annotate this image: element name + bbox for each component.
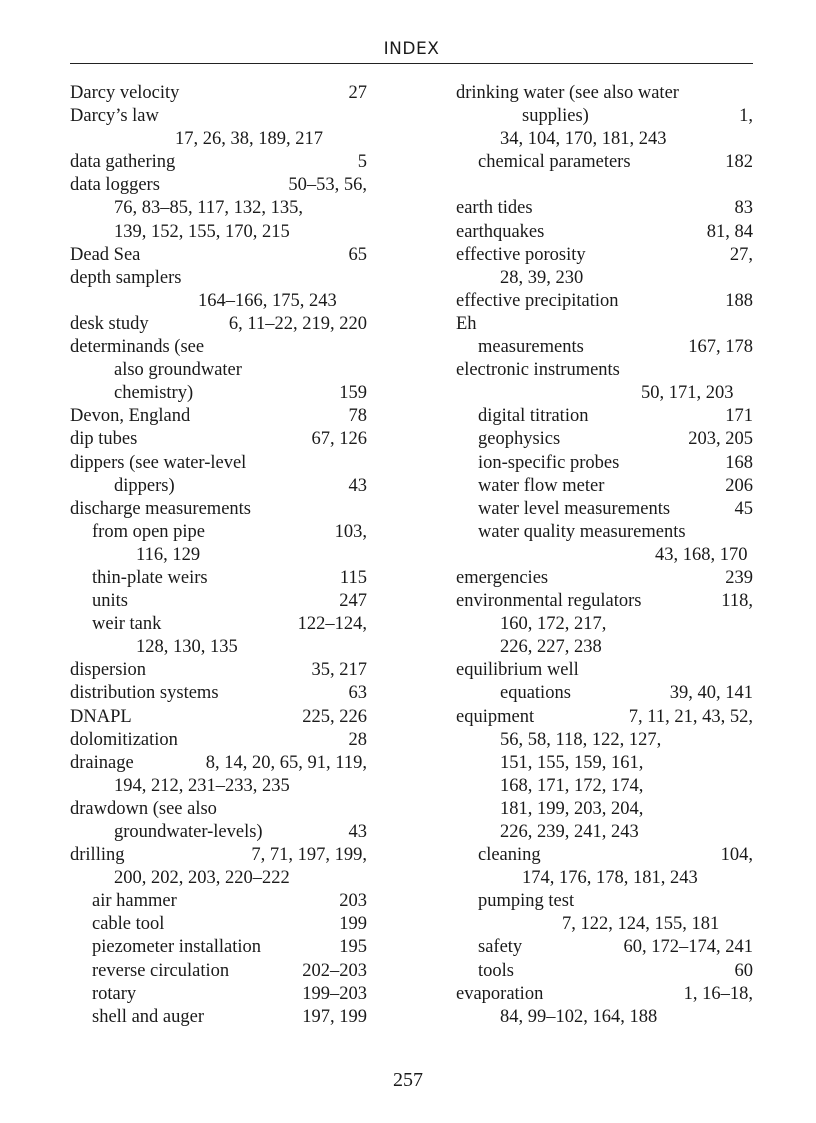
index-term: environmental regulators [456,591,642,612]
index-entry [70,128,367,151]
index-term: 7, 122, 124, 155, 181 [562,914,720,935]
index-pages: 60, 172–174, 241 [623,937,753,958]
index-pages: 199 [339,914,367,935]
index-entry [70,336,367,359]
index-entry [70,706,367,729]
index-term: shell and auger [92,1006,204,1027]
index-entry [70,267,367,290]
index-entry [456,936,753,959]
index-entry [456,682,753,705]
index-pages: 67, 126 [311,429,367,450]
index-term: dolomitization [70,729,178,750]
index-term: effective porosity [456,244,586,265]
index-entry [70,821,367,844]
index-entry [70,798,367,821]
index-term: units [92,591,128,612]
index-term: supplies) [522,106,589,127]
index-entry [70,290,367,313]
index-term: 200, 202, 203, 220–222 [114,868,290,889]
index-pages: 1, [739,106,753,127]
index-entry [456,729,753,752]
index-term: distribution systems [70,683,219,704]
index-entry [70,221,367,244]
index-entry [70,960,367,983]
index-entry [70,936,367,959]
index-term: drainage [70,752,134,773]
index-term: emergencies [456,567,549,588]
index-term: also groundwater [114,360,242,381]
index-entry [70,659,367,682]
index-entry [456,821,753,844]
index-term: dispersion [70,660,147,681]
index-pages: 28 [348,729,367,750]
index-pages: 43 [348,822,367,842]
index-pages: 167, 178 [688,337,753,358]
index-pages: 63 [348,683,367,704]
index-term: 116, 129 [136,544,201,565]
index-entry [70,636,367,659]
index-pages: 203 [339,891,367,912]
index-column-left [70,82,367,1029]
index-entry [70,890,367,913]
index-term: data gathering [70,152,176,173]
index-pages: 225, 226 [302,706,367,727]
index-term: 160, 172, 217, [500,614,607,635]
index-term: earth tides [456,198,533,219]
index-pages: 45 [734,498,753,519]
index-entry [70,174,367,197]
index-pages: 35, 217 [311,660,367,681]
index-term: dip tubes [70,429,138,450]
index-entry [70,244,367,267]
index-term: Darcy velocity [70,83,180,103]
index-term: Darcy’s law [70,106,159,127]
index-term: 56, 58, 118, 122, 127, [500,729,662,750]
index-entry [456,844,753,867]
index-entry [70,752,367,775]
index-pages: 78 [348,406,367,427]
index-term: 151, 155, 159, 161, [500,752,644,773]
index-pages: 115 [339,567,367,588]
index-term: piezometer installation [92,937,262,958]
index-entry [70,1006,367,1029]
index-term: equilibrium well [456,660,579,681]
index-entry [456,452,753,475]
index-entry [70,313,367,336]
index-entry [70,498,367,521]
index-entry [456,867,753,890]
index-term: dippers (see water-level [70,452,247,473]
index-entry [456,613,753,636]
index-entry [70,682,367,705]
index-entry [456,405,753,428]
index-term: determinands (see [70,337,205,358]
index-term: data loggers [70,175,160,196]
index-entry [456,128,753,151]
index-entry [70,729,367,752]
index-term: 50, 171, 203 [641,383,734,404]
index-term: thin-plate weirs [92,567,208,588]
index-entry [456,174,753,197]
index-term: earthquakes [456,221,545,242]
index-entry [456,359,753,382]
index-pages: 5 [357,152,367,173]
index-entry [456,221,753,244]
index-entry [456,798,753,821]
index-pages: 60 [734,960,753,981]
index-pages: 81, 84 [706,221,753,242]
index-pages: 206 [725,475,753,496]
index-term: 194, 212, 231–233, 235 [114,775,290,796]
index-entry [456,890,753,913]
index-entry [456,151,753,174]
index-entry [70,613,367,636]
index-term: tools [478,960,514,981]
index-term: effective precipitation [456,290,619,311]
index-entry [456,913,753,936]
index-entry [70,405,367,428]
index-pages: 6, 11–22, 219, 220 [228,313,367,334]
index-entry [456,290,753,313]
index-pages: 7, 71, 197, 199, [251,845,367,866]
index-pages: 104, [720,845,753,866]
index-pages: 247 [339,591,367,612]
index-entry [70,82,367,105]
index-entry [456,197,753,220]
index-pages: 83 [734,198,753,219]
index-entry [456,267,753,290]
index-pages: 182 [725,152,753,173]
index-term: evaporation [456,983,544,1004]
index-entry [456,105,753,128]
index-term: safety [478,937,523,958]
running-header: INDEX [383,39,440,59]
index-term: 174, 176, 178, 181, 243 [522,868,698,889]
index-entry [456,336,753,359]
index-entry [456,1006,753,1029]
index-entry [70,544,367,567]
index-entry [456,636,753,659]
index-term: water flow meter [478,475,605,496]
index-term: chemical parameters [478,152,631,173]
index-entry [70,475,367,498]
index-term: 76, 83–85, 117, 132, 135, [114,198,303,219]
index-term: pumping test [478,891,575,912]
index-pages: 239 [725,567,753,588]
index-entry [456,960,753,983]
index-pages: 39, 40, 141 [669,683,753,704]
index-pages: 1, 16–18, [683,983,753,1004]
index-entry [70,983,367,1006]
index-pages: 27, [729,244,753,265]
index-entry [70,197,367,220]
index-entry [70,867,367,890]
index-entry [70,359,367,382]
index-entry [456,313,753,336]
index-pages: 159 [339,383,367,404]
index-term: 84, 99–102, 164, 188 [500,1006,658,1027]
index-entry [70,590,367,613]
index-term: 28, 39, 230 [500,267,584,288]
index-term: drawdown (see also [70,798,217,819]
index-entry [70,521,367,544]
index-entry [456,544,753,567]
index-term: equipment [456,706,535,727]
index-entry [70,775,367,798]
index-pages: 199–203 [302,983,367,1004]
index-entry [456,475,753,498]
index-term: Eh [456,313,477,334]
index-term: reverse circulation [92,960,230,981]
index-term: 17, 26, 38, 189, 217 [175,129,323,150]
index-term: 128, 130, 135 [136,637,238,658]
index-pages: 202–203 [302,960,367,981]
index-term: electronic instruments [456,360,620,381]
index-term: 226, 239, 241, 243 [500,822,639,842]
index-pages: 168 [725,452,753,473]
index-term: cable tool [92,914,165,935]
index-pages: 195 [339,937,367,958]
index-term: 226, 227, 238 [500,637,602,658]
index-term: measurements [478,337,584,358]
index-entry [70,151,367,174]
index-entry [70,567,367,590]
index-pages: 171 [725,406,753,427]
index-pages: 65 [348,244,367,265]
index-entry [70,105,367,128]
index-term: ion-specific probes [478,452,620,473]
index-term: 164–166, 175, 243 [198,290,337,311]
index-term: drilling [70,845,125,866]
index-term: dippers) [114,475,175,496]
index-entry [456,382,753,405]
index-entry [456,706,753,729]
index-entry [456,659,753,682]
index-term: 181, 199, 203, 204, [500,798,644,819]
index-entry [456,244,753,267]
index-entry [456,752,753,775]
index-term: weir tank [92,614,162,635]
index-term: Dead Sea [70,244,141,265]
index-column-right [456,82,753,1029]
index-entry [456,498,753,521]
index-term: geophysics [478,429,561,450]
index-entry [456,775,753,798]
index-entry [456,82,753,105]
index-pages: 43 [348,475,367,496]
index-term: digital titration [478,406,589,427]
index-term: equations [500,683,571,704]
index-pages: 122–124, [297,614,367,635]
index-entry [70,382,367,405]
index-term: depth samplers [70,267,182,288]
index-term: DNAPL [70,706,132,727]
index-term: cleaning [478,845,541,866]
index-term: from open pipe [92,521,206,542]
index-entry [456,567,753,590]
index-term: 139, 152, 155, 170, 215 [114,221,290,242]
index-pages: 103, [334,521,367,542]
index-entry [70,428,367,451]
index-term: 43, 168, 170 [655,544,748,565]
index-term: rotary [92,983,137,1004]
index-term: drinking water (see also water [456,83,679,103]
index-term: discharge measurements [70,498,251,519]
index-term: desk study [70,313,149,334]
index-pages: 188 [725,290,753,311]
index-term: Devon, England [70,406,191,427]
index-pages: 50–53, 56, [288,175,367,196]
index-pages: 203, 205 [688,429,753,450]
page-number: 257 [393,1069,423,1091]
index-pages: 27 [348,83,367,103]
index-entry [70,452,367,475]
index-entry [456,521,753,544]
index-term: air hammer [92,891,177,912]
index-term: chemistry) [114,383,194,404]
index-pages: 118, [721,591,753,612]
index-term: groundwater-levels) [114,822,263,842]
index-entry [456,428,753,451]
index-entry [70,913,367,936]
index-entry [70,844,367,867]
index-pages: 197, 199 [302,1006,367,1027]
index-term: 34, 104, 170, 181, 243 [500,129,667,150]
index-term: 168, 171, 172, 174, [500,775,644,796]
index-entry [456,590,753,613]
index-term: water quality measurements [478,521,686,542]
index-pages: 7, 11, 21, 43, 52, [628,706,753,727]
index-entry [456,983,753,1006]
index-pages: 8, 14, 20, 65, 91, 119, [205,752,367,773]
header-rule [70,63,753,64]
index-term: water level measurements [478,498,671,519]
